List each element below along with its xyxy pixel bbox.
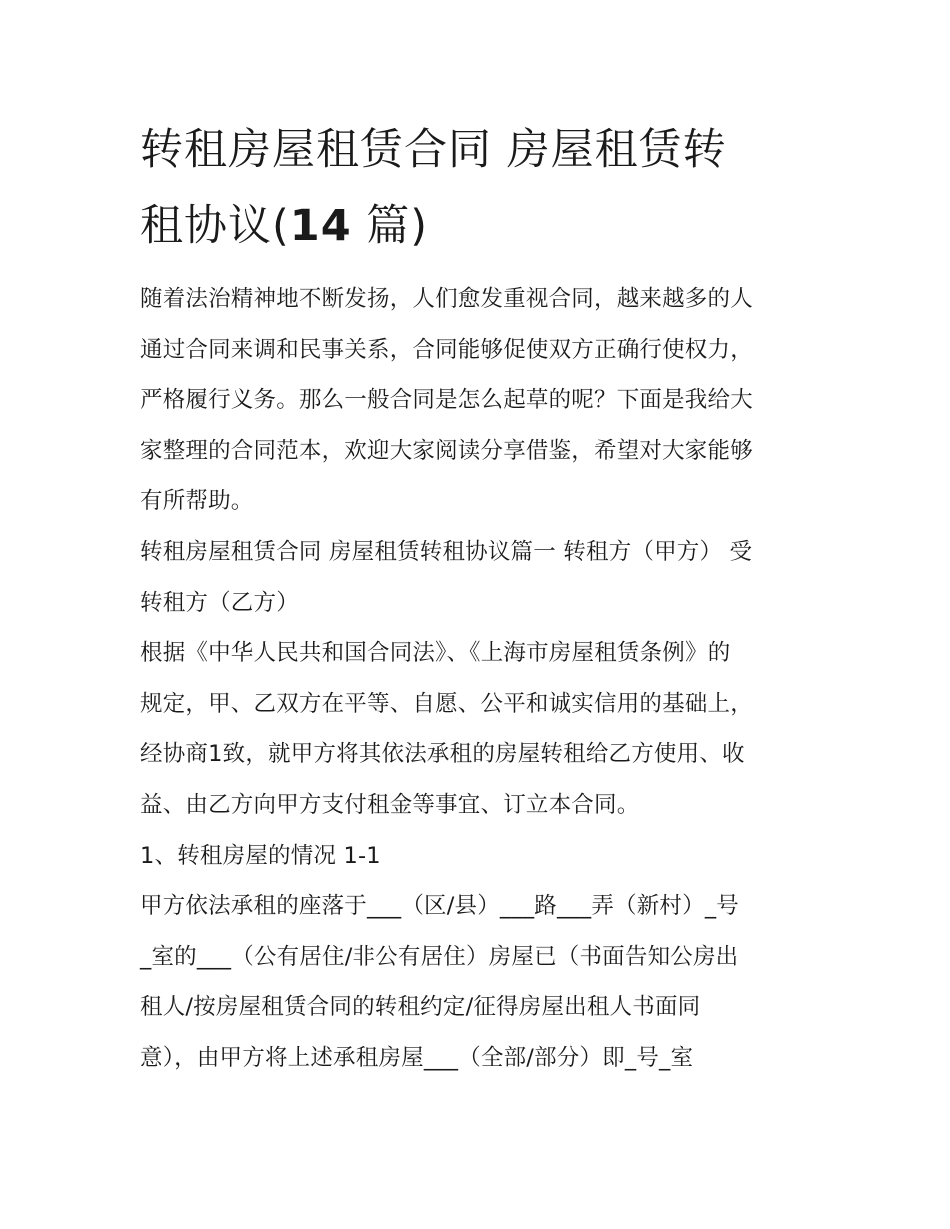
title-count: 14 [289,201,352,251]
text-line: 经协商1致，就甲方将其依法承租的房屋转租给乙方使用、收 [140,741,745,768]
title-line-1: 转租房屋租赁合同 房屋租赁转 [140,125,727,175]
text-line: 转租方（乙方） [140,589,299,616]
intro-paragraph [140,274,820,527]
text-line: 益、由乙方向甲方支付租金等事宜、订立本合同。 [140,791,640,818]
text-line: 随着法治精神地不断发扬，人们愈发重视合同，越来越多的人 [140,286,753,312]
text-line: 甲方依法承租的座落于___（区/县）___路___弄（新村）_号 [140,893,739,920]
text-line: 严格履行义务。那么一般合同是怎么起草的呢？下面是我给大 [140,387,753,414]
text-line: 家整理的合同范本，欢迎大家阅读分享借鉴，希望对大家能够 [140,437,753,464]
text-line: 租人/按房屋租赁合同的转租约定/征得房屋出租人书面同 [140,994,701,1021]
title-line-2 [140,188,820,264]
text-line: 通过合同来调和民事关系，合同能够促使双方正确行使权力， [140,336,753,363]
document-title [140,112,820,264]
section-heading [140,831,820,882]
preamble-paragraph [140,628,820,830]
text-line: 有所帮助。 [140,488,254,515]
text-line: 根据《中华人民共和国合同法》、《上海市房屋租赁条例》的 [140,640,731,667]
contract-heading-paragraph [140,527,820,628]
document-body [140,112,820,1084]
text-line: 意），由甲方将上述承租房屋___（全部/部分）即_号_室 [140,1044,694,1071]
title-line-2-suffix: 篇) [351,201,429,251]
text-line: 规定，甲、乙双方在平等、自愿、公平和诚实信用的基础上， [140,690,753,717]
text-line: 1、转租房屋的情况 1-1 [140,842,381,869]
title-line-2-prefix: 租协议( [140,201,290,251]
text-line: _室的___（公有居住/非公有居住）房屋已（书面告知公房出 [140,943,739,970]
text-line: 转租房屋租赁合同 房屋租赁转租协议篇一 转租方（甲方） 受 [140,538,753,565]
section-body-paragraph [140,881,820,1083]
